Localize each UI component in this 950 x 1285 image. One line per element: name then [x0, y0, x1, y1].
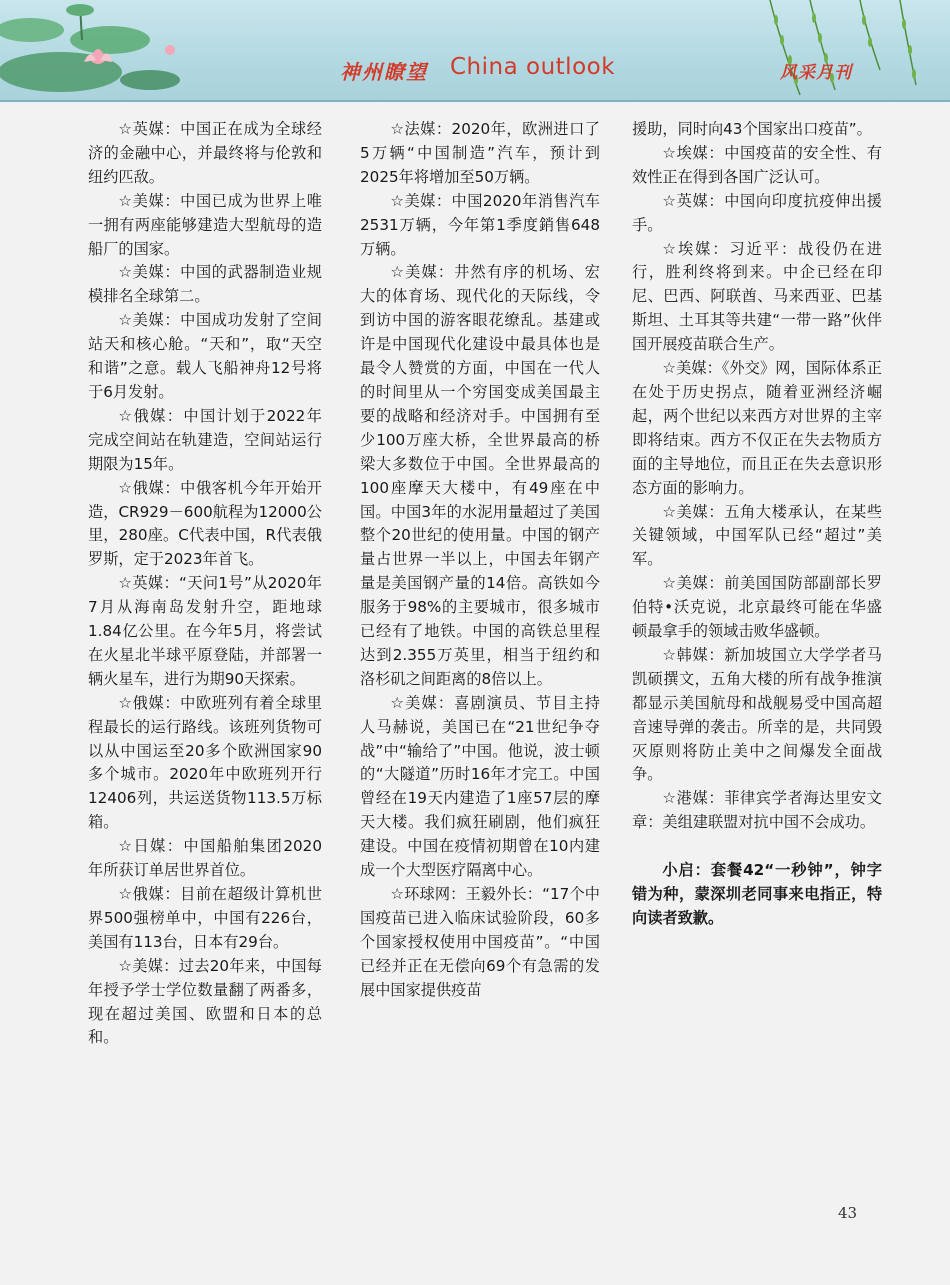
news-item-continued: 援助，同时向43个国家出口疫苗”。 [632, 120, 872, 138]
lotus-decoration-icon [0, 0, 200, 100]
text-column-3 [632, 118, 882, 931]
news-item: ☆英媒：中国正在成为全球经济的金融中心，并最终将与伦敦和纽约匹敌。 [88, 120, 322, 186]
news-item: ☆美媒：过去20年来，中国每年授予学士学位数量翻了两番多，现在超过美国、欧盟和日本的总和。 [88, 956, 322, 1047]
news-item: ☆法媒：2020年，欧洲进口了5万辆“中国制造”汽车，预计到2025年将增加至50万辆。 [360, 120, 600, 186]
news-item: ☆美媒：喜剧演员、节目主持人马赫说，美国已在“21世纪争夺战”中“输给了”中国。他说，波士顿的“大隧道”历时16年才完工。中国曾经在19天内建造了1座57层的摩天大楼。我们疯狂刷剧，他们疯狂建设。中国在疫情初期曾在10内建成一个大型医疗隔离中心。 [360, 693, 600, 880]
news-item: ☆埃媒：习近平：战役仍在进行，胜利终将到来。中企已经在印尼、巴西、阿联酋、马来西亚、巴基斯坦、土耳其等共建“一带一路”伙伴国开展疫苗联合生产。 [632, 239, 882, 354]
section-label: 风采月刊 [780, 63, 852, 83]
news-item: ☆美媒：井然有序的机场、宏大的体育场、现代化的天际线，令到访中国的游客眼花缭乱。基建或许是中国现代化建设中最具体也是最令人赞赏的方面，中国在一代人的时间里从一个穷国变成美国最主要的战略和经济对手。中国拥有至少100万座大桥，全世界最高的桥梁大多数位于中国。全世界最高的100座摩天大楼中，有49座在中国。中国3年的水泥用量超过了美国整个20世纪的使用量。中国的钢产量占世界一半以上，中国去年钢产量是美国钢产量的14倍。高铁如今服务于98%的主要城市，很多城市已经有了地铁。中国的高铁总里程达到2.355万英里，相当于纽约和洛杉矶之间距离的8倍以上。 [360, 263, 600, 688]
news-item: ☆美媒：中国的武器制造业规模排名全球第二。 [88, 263, 322, 306]
news-item: ☆俄媒：中国计划于2022年完成空间站在轨建造，空间站运行期限为15年。 [88, 406, 322, 473]
news-item: ☆英媒：“天问1号”从2020年7月从海南岛发射升空，距地球1.84亿公里。在今年5月，将尝试在火星北半球平原登陆，并部署一辆火星车，进行为期90天探索。 [88, 574, 322, 688]
text-column-1 [88, 118, 322, 1050]
news-item: ☆美媒：《外交》网，国际体系正在处于历史拐点，随着亚洲经济崛起，两个世纪以来西方对世界的主宰即将结束。西方不仅正在失去物质方面的主导地位，而且正在失去意识形态方面的影响力。 [632, 359, 882, 497]
page-header [0, 0, 950, 102]
news-item: ☆美媒：中国2020年消售汽车2531万辆，今年第1季度銷售648万辆。 [360, 191, 600, 258]
news-item: ☆美媒：前美国国防部副部长罗伯特•沃克说，北京最终可能在华盛顿最拿手的领域击败华盛顿。 [632, 574, 882, 641]
text-column-2 [360, 118, 600, 1003]
news-item: ☆俄媒：中俄客机今年开始开造，CR929－600航程为12000公里，280座。C代表中国，R代表俄罗斯，定于2023年首飞。 [88, 478, 322, 569]
news-item: ☆韩媒：新加坡国立大学学者马凯硕撰文，五角大楼的所有战争推演都显示美国航母和战舰易受中国高超音速导弹的袭击。所幸的是，共同毁灭原则将防止美中之间爆发全面战争。 [632, 645, 882, 784]
willow-decoration-icon [750, 0, 950, 100]
news-item: ☆美媒：五角大楼承认，在某些关键领域，中国军队已经“超过”美军。 [632, 502, 882, 569]
news-item: ☆环球网：王毅外长：“17个中国疫苗已进入临床试验阶段，60多个国家授权使用中国疫苗”。“中国已经并正在无偿向69个有急需的发展中国家提供疫苗 [360, 885, 600, 999]
page-number: 43 [838, 1204, 858, 1222]
news-item: ☆俄媒：中欧班列有着全球里程最长的运行路线。该班列货物可以从中国运至20多个欧洲国家90多个城市。2020年中欧班列开行12406列，共运送货物113.5万标箱。 [88, 693, 322, 832]
news-item: ☆英媒：中国向印度抗疫伸出援手。 [632, 191, 882, 234]
news-item: ☆日媒：中国船舶集团2020年所获订单居世界首位。 [88, 837, 322, 880]
news-item: ☆港媒：菲律宾学者海达里安文章：美组建联盟对抗中国不会成功。 [632, 789, 882, 832]
news-item: ☆美媒：中国已成为世界上唯一拥有两座能够建造大型航母的造船厂的国家。 [88, 191, 322, 258]
masthead-english-title: China outlook [450, 54, 616, 80]
masthead-chinese-title: 神州瞭望 [340, 60, 428, 84]
news-item: ☆俄媒：目前在超级计算机世界500强榜单中，中国有226台，美国有113台，日本有29台。 [88, 885, 322, 951]
news-item: ☆美媒：中国成功发射了空间站天和核心舱。“天和”，取“天空和谐”之意。载人飞船神舟12号将于6月发射。 [88, 311, 322, 401]
correction-notice: 小启：套餐42“一秒钟”，钟字错为种，蒙深圳老同事来电指正，特向读者致歉。 [632, 861, 882, 927]
news-item: ☆埃媒：中国疫苗的安全性、有效性正在得到各国广泛认可。 [632, 143, 882, 186]
